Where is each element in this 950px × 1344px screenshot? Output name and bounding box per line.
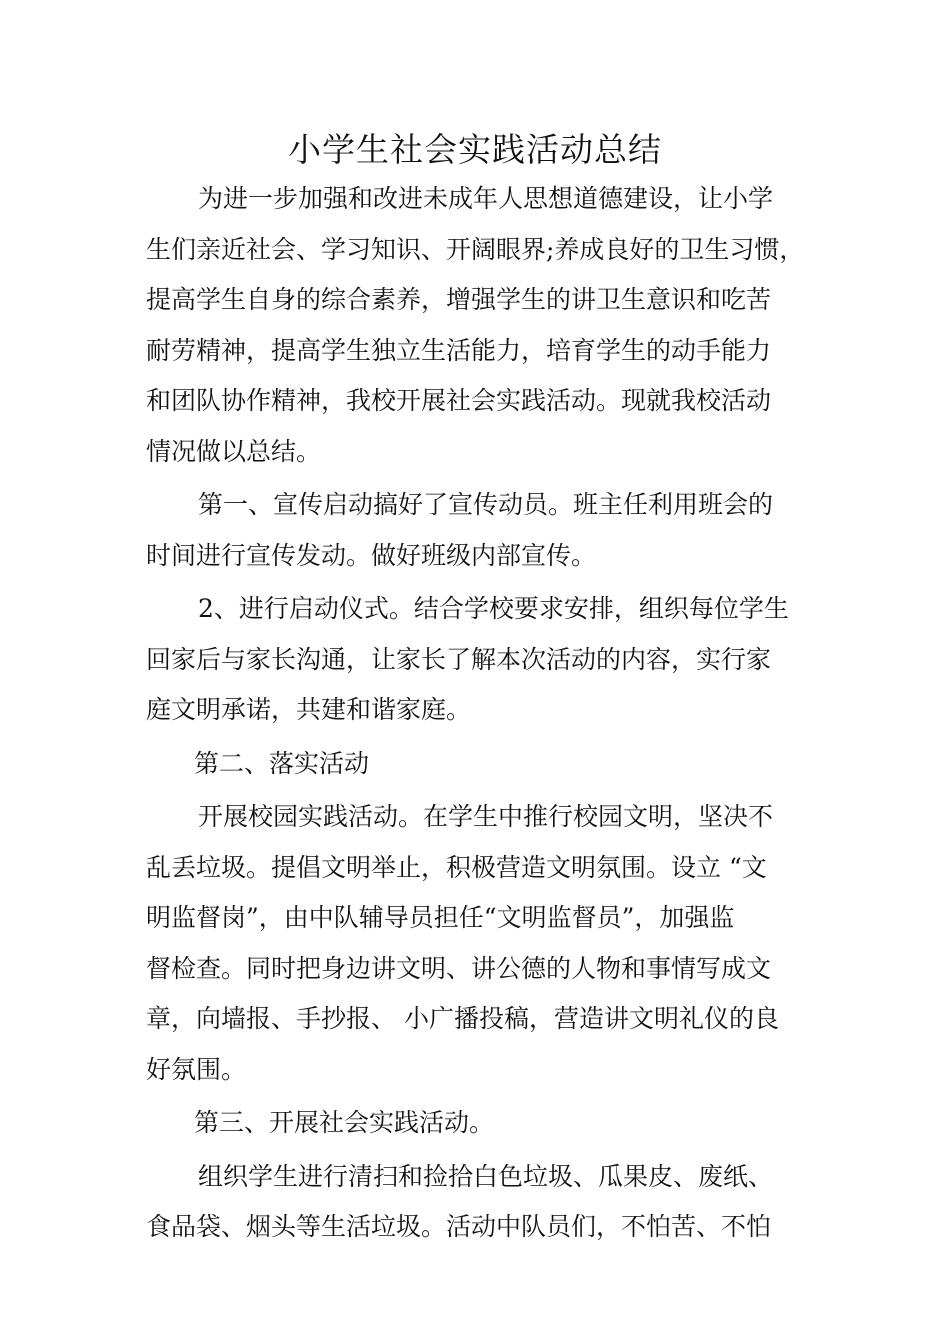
paragraph-campus-activity bbox=[146, 792, 808, 1095]
paragraph-line: 生们亲近社会、学习知识、开阔眼界;养成良好的卫生习惯， bbox=[146, 234, 805, 264]
paragraph-line: 耐劳精神，提高学生独立生活能力，培育学生的动手能力 bbox=[146, 335, 772, 365]
document-title: 小学生社会实践活动总结 bbox=[288, 130, 662, 169]
paragraph-line: 第二、落实活动 bbox=[194, 748, 370, 778]
paragraph-line: 回家后与家长沟通，让家长了解本次活动的内容，实行家 bbox=[146, 644, 772, 674]
paragraph-section-one bbox=[146, 480, 808, 581]
paragraph-line: 第三、开展社会实践活动。 bbox=[194, 1108, 495, 1137]
paragraph-line: 开展校园实践活动。在学生中推行校园文明，坚决不 bbox=[198, 802, 774, 831]
paragraph-launch-ceremony bbox=[146, 584, 808, 736]
paragraph-line: 组织学生进行清扫和捡拾白色垃圾、瓜果皮、废纸、 bbox=[198, 1161, 774, 1191]
paragraph-social-activity bbox=[146, 1152, 808, 1253]
paragraph-line: 第一、宣传启动搞好了宣传动员。班主任利用班会的 bbox=[198, 490, 774, 519]
paragraph-line: 为进一步加强和改进未成年人思想道德建设，让小学 bbox=[198, 184, 774, 213]
paragraph-section-three-heading bbox=[146, 1098, 808, 1149]
document-body bbox=[146, 174, 808, 1253]
paragraph-line: 庭文明承诺，共建和谐家庭。 bbox=[146, 695, 472, 724]
paragraph-line: 好氛围。 bbox=[146, 1054, 247, 1084]
paragraph-line: 食品袋、烟头等生活垃圾。活动中队员们，不怕苦、不怕 bbox=[146, 1212, 772, 1241]
paragraph-line: 章，向墙报、手抄报、 小广播投稿，营造讲文明礼仪的良 bbox=[146, 1004, 779, 1033]
paragraph-line: 提高学生自身的综合素养，增强学生的讲卫生意识和吃苦 bbox=[146, 285, 772, 314]
paragraph-line: 时间进行宣传发动。做好班级内部宣传。 bbox=[146, 540, 597, 570]
paragraph-line: 和团队协作精神，我校开展社会实践活动。现就我校活动 bbox=[146, 386, 772, 415]
paragraph-line: 情况做以总结。 bbox=[146, 436, 322, 466]
paragraph-section-two-heading bbox=[146, 739, 808, 790]
paragraph-line: 督检查。同时把身边讲文明、讲公德的人物和事情写成文 bbox=[146, 953, 772, 983]
paragraph-line: 明监督岗”，由中队辅导员担任“文明监督员”，加强监 bbox=[146, 903, 735, 932]
paragraph-intro bbox=[146, 174, 808, 477]
paragraph-line: 乱丢垃圾。提倡文明举止，积极营造文明氛围。设立 “文 bbox=[146, 852, 767, 882]
paragraph-line: 2、进行启动仪式。结合学校要求安排，组织每位学生 bbox=[198, 594, 789, 623]
